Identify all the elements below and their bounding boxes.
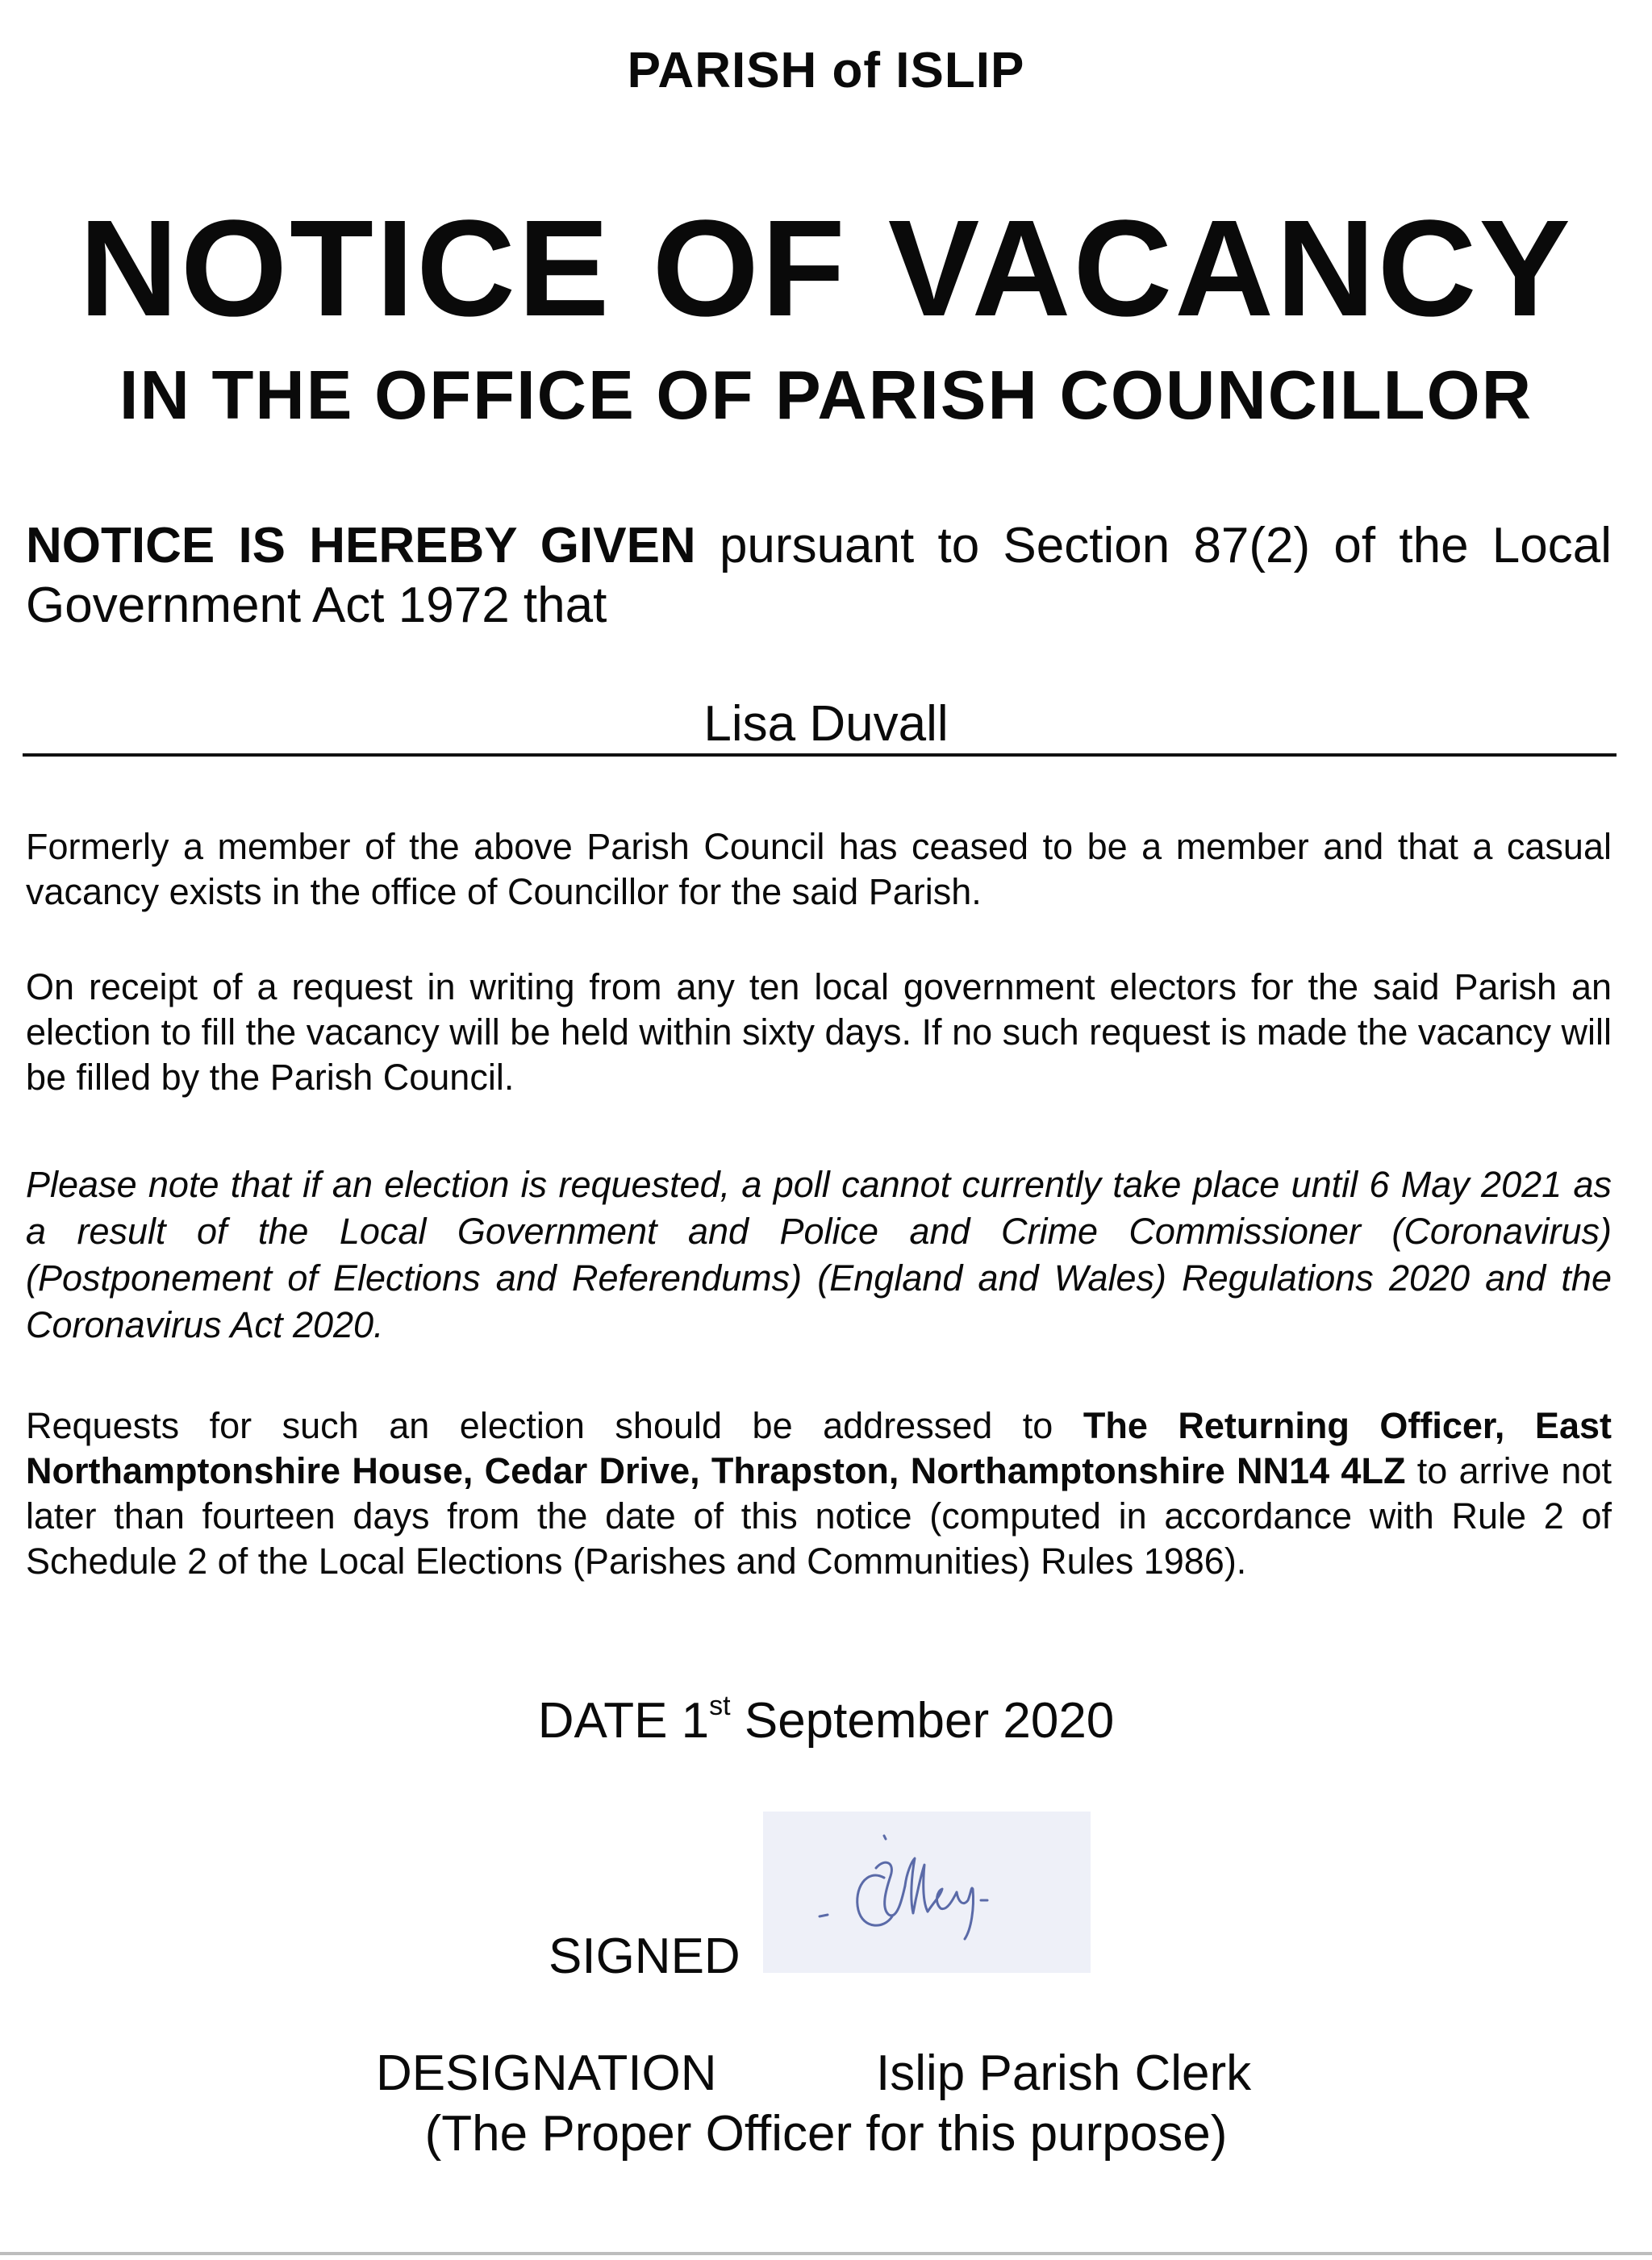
designation-label: DESIGNATION — [376, 2045, 717, 2101]
intro-lead: NOTICE IS HEREBY GIVEN — [26, 518, 696, 573]
returning-officer-pre: Requests for such an election should be addressed to — [26, 1405, 1083, 1446]
intro-paragraph — [26, 516, 1612, 636]
returning-officer-post: to arrive not later than fourteen days from the date of this notice (computed in accordance with Rule 2 of Schedule 2 of the Local Elections (Parishes and Communities) Rules 1986). — [26, 1450, 1612, 1582]
date-rest: September 2020 — [730, 1693, 1115, 1749]
returning-officer-address: The Returning Officer, East Northamptonshire House, Cedar Drive, Thrapston, Northamptonshire NN14 4LZ — [26, 1405, 1612, 1491]
parish-name: PARISH of ISLIP — [627, 43, 1025, 98]
coronavirus-note-paragraph: Please note that if an election is requested, a poll cannot currently take place until 6 May 2021 as a result of the Local Government and Police and Crime Commissioner (Coronavirus) (Postponement of Elections and Referendums) (England and Wales) Regulations 2020 and the Coronavirus Act 2020. — [26, 1164, 1612, 1345]
signed-label: SIGNED — [549, 1929, 740, 1984]
designation-value: Islip Parish Clerk — [876, 2045, 1252, 2101]
signature-image — [763, 1812, 1091, 1973]
date-ordinal: st — [709, 1691, 731, 1721]
page-bottom-border — [0, 2252, 1652, 2255]
name-underline — [23, 753, 1617, 757]
notice-subtitle: IN THE OFFICE OF PARISH COUNCILLOR — [119, 357, 1533, 434]
date-prefix: DATE 1 — [537, 1693, 710, 1749]
proper-officer-note: (The Proper Officer for this purpose) — [424, 2106, 1228, 2162]
returning-officer-paragraph — [26, 1403, 1612, 1584]
vacancy-paragraph: Formerly a member of the above Parish Council has ceased to be a member and that a casual vacancy exists in the office of Councillor for the said Parish. — [26, 826, 1612, 912]
election-request-paragraph: On receipt of a request in writing from any ten local government electors for the said Parish an election to fill the vacancy will be held within sixty days. If no such request is made the vacancy will be filled by the Parish Council. — [26, 966, 1612, 1098]
signature-scribble — [763, 1812, 1091, 1973]
councillor-name: Lisa Duvall — [703, 696, 949, 752]
notice-title: NOTICE OF VACANCY — [79, 192, 1573, 345]
notice-date — [0, 1692, 1652, 1749]
intro-rest: pursuant to Section 87(2) of the Local Government Act 1972 that — [26, 518, 1612, 633]
